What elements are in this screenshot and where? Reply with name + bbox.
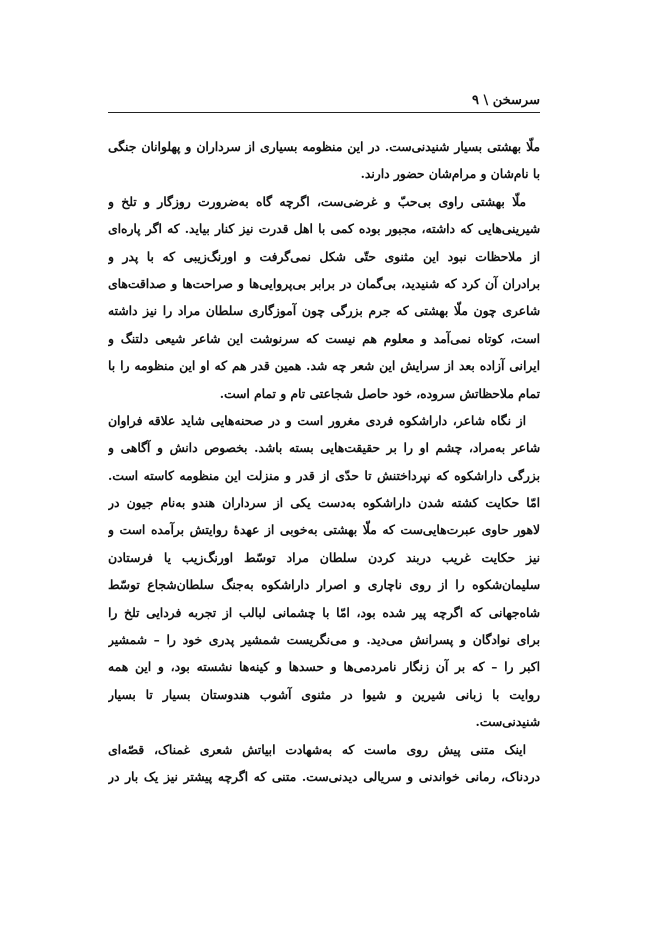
header-divider [108, 112, 540, 113]
text-line: شاعری چون ملّا بهشتی که جرم بزرگی چون آموزگاری سلطان مراد را نیز داشته [108, 303, 540, 319]
text-line: شاعر به‌مراد، چشم او را بر حقیقت‌هایی بسته باشد. بخصوص دانش و آگاهی و [108, 440, 540, 456]
body-text [108, 133, 540, 790]
text-line: لاهور حاوی عبرت‌هایی‌ست که ملّا بهشتی به‌خوبی از عهدهٔ روایتش برآمده است و [108, 522, 540, 538]
text-line: بزرگی داراشکوه که نپرداختنش تا حدّی از قدر و منزلت این منظومه کاسته است. [108, 467, 540, 483]
text-line: شاه‌جهانی که اگرچه پیر شده بود، امّا با چشمانی لبالب از تجربه فردایی تلخ را [108, 604, 540, 620]
text-line: ملّا بهشتی بسیار شنیدنی‌ست. در این منظومه بسیاری از سرداران و پهلوانان جنگی [108, 139, 540, 154]
text-line: ملّا بهشتی راوی بی‌حبّ و غرضی‌ست، اگرچه گاه به‌ضرورت روزگار و تلخ و [108, 193, 526, 209]
text-line: شیرینی‌هایی که داشته، مجبور بوده کمی با اهل قدرت نیز کنار بیاید. که اگر پاره‌ای [108, 221, 540, 237]
text-line: امّا حکایت کشته شدن داراشکوه به‌دست یکی از سرداران هندو به‌نام جیون در [108, 495, 540, 511]
text-line: برادران آن کرد که شنیدید، بی‌گمان در برابر بی‌پروایی‌ها و صراحت‌ها و صداقت‌های [108, 275, 540, 291]
text-line: از نگاه شاعر، داراشکوه فردی مغرور است و در صحنه‌هایی شاید علاقه فراوان [108, 412, 526, 428]
text-line: از ملاحظات نبود این مثنوی حتّی شکل نمی‌گرفت و اورنگ‌زیبی که با پدر و [108, 248, 540, 264]
text-line: شنیدنی‌ست. [475, 714, 540, 730]
text-line: سلیمان‌شکوه را از روی ناچاری و اصرار داراشکوه به‌جنگ سلطان‌شجاع توسّط [108, 577, 540, 593]
text-line: است، کوتاه نمی‌آمد و معلوم هم نیست که سرنوشت این شاعر شیعی دلتنگ و [108, 330, 540, 346]
text-line: اکبر را – که بر آن زنگار نامردمی‌ها و حسدها و کینه‌ها نشسته بود، و این همه [108, 659, 540, 675]
text-line: روایت با زبانی شیرین و شیوا در مثنوی آشوب هندوستان بسیار تا بسیار [108, 686, 540, 702]
text-line: نیز حکایت غریب دربند کردن سلطان مراد توسّط اورنگ‌زیب یا فرستادن [108, 549, 540, 565]
text-line: دردناک، رمانی خواندنی و سریالی دیدنی‌ست. متنی که اگرچه پیشتر نیز یک بار در [108, 768, 540, 784]
text-line: اینک متنی پیش روی ماست که به‌شهادت ابیاتش شعری غمناک، قصّه‌ای [108, 741, 526, 757]
text-line: برای نوادگان و پسرانش می‌دید. و می‌نگریست شمشیر پدری خود را – شمشیر [108, 632, 540, 648]
text-line: ایرانی آزاده بعد از سرایش این شعر چه شد. همین قدر هم که او این منظومه را با [108, 358, 540, 374]
running-header: سرسخن \ ۹ [471, 93, 540, 108]
text-line: با نام‌شان و مرام‌شان حضور دارند. [360, 166, 540, 182]
text-line: تمام ملاحظاتش سروده، خود حاصل شجاعتی تام و تمام است. [219, 385, 540, 401]
